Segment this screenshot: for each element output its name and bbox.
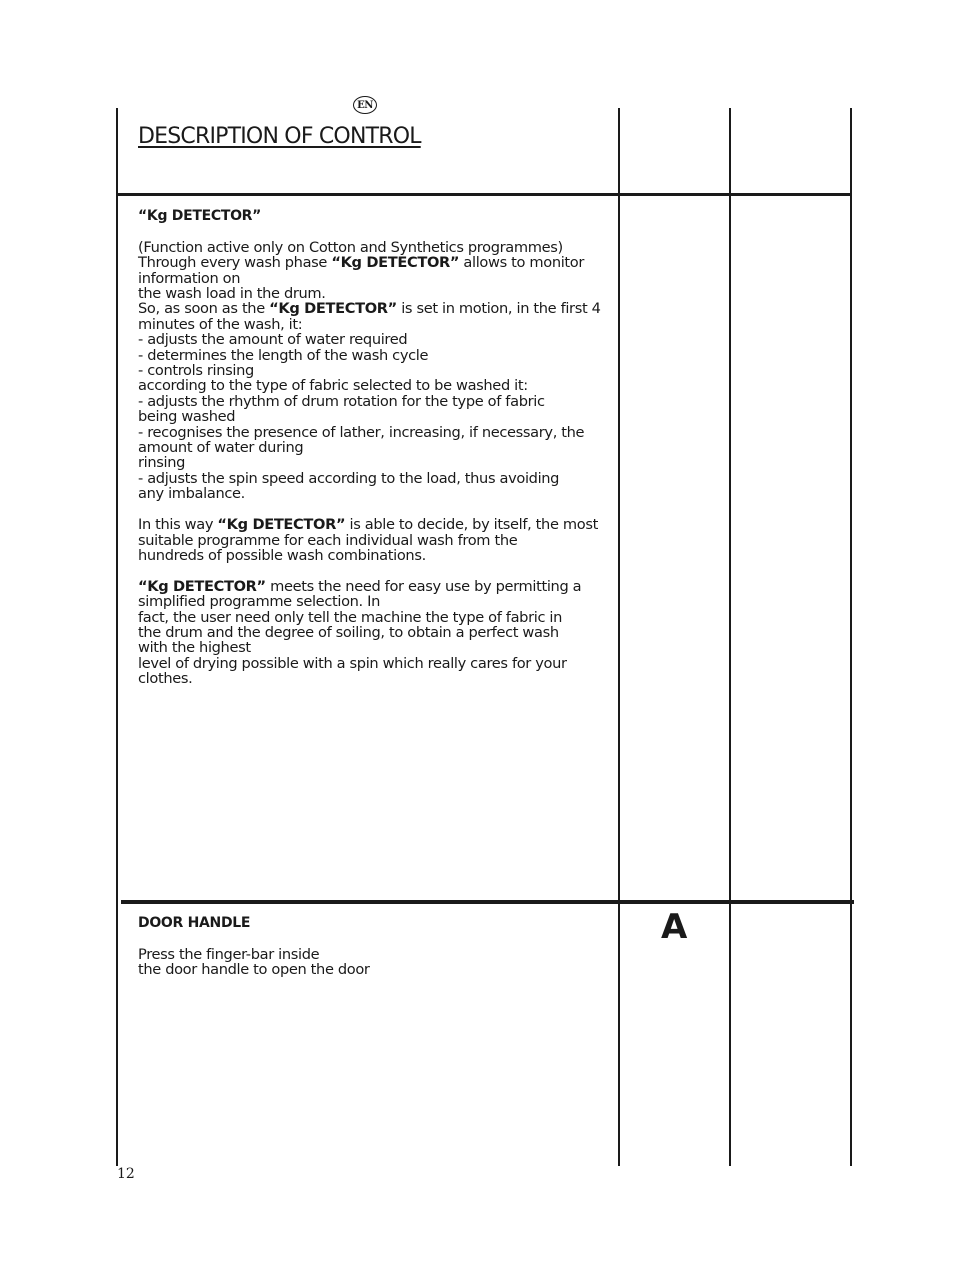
text-line: Through every wash phase “Kg DETECTOR” allows to monitor: [138, 254, 585, 272]
text-line: - adjusts the rhythm of drum rotation for the type of fabric: [138, 392, 545, 410]
text-line: “Kg DETECTOR” meets the need for easy use by permitting a: [138, 577, 582, 595]
column-divider-2: [729, 108, 731, 1166]
kg-detector-section: [138, 209, 608, 687]
text-line: fact, the user need only tell the machine the type of fabric in: [138, 608, 563, 626]
text-line: - adjusts the amount of water required: [138, 331, 408, 349]
text-line: being washed: [138, 408, 236, 426]
text-line: Press the finger-bar inside: [138, 945, 320, 963]
text-line: So, as soon as the “Kg DETECTOR” is set in motion, in the first 4: [138, 300, 601, 318]
text-line: simplified programme selection. In: [138, 593, 380, 611]
door-handle-reference-letter: A: [661, 907, 688, 947]
language-badge: EN: [353, 96, 377, 114]
text-line: - controls rinsing: [138, 362, 254, 380]
text-line: (Function active only on Cotton and Synthetics programmes): [138, 238, 563, 256]
page-title: DESCRIPTION OF CONTROL: [138, 124, 421, 149]
kg-detector-heading: “Kg DETECTOR”: [138, 208, 262, 224]
text-line: - adjusts the spin speed according to the load, thus avoiding: [138, 469, 560, 487]
text-line: the door handle to open the door: [138, 961, 370, 979]
text-line: any imbalance.: [138, 485, 245, 503]
text-line: amount of water during: [138, 439, 304, 457]
door-handle-heading: DOOR HANDLE: [138, 915, 251, 931]
text-line: level of drying possible with a spin which really cares for your: [138, 654, 567, 672]
text-line: the drum and the degree of soiling, to obtain a perfect wash: [138, 623, 559, 641]
page-number: 12: [117, 1166, 135, 1182]
text-line: clothes.: [138, 670, 193, 688]
text-line: hundreds of possible wash combinations.: [138, 546, 426, 564]
text-line: - determines the length of the wash cycle: [138, 346, 429, 364]
left-border: [116, 108, 118, 1166]
text-line: with the highest: [138, 639, 251, 657]
text-line: In this way “Kg DETECTOR” is able to decide, by itself, the most: [138, 516, 598, 534]
right-border: [850, 108, 852, 1166]
text-line: according to the type of fabric selected to be washed it:: [138, 377, 528, 395]
text-line: suitable programme for each individual wash from the: [138, 531, 518, 549]
door-handle-section: [138, 916, 608, 978]
kg-detector-term: “Kg DETECTOR”: [269, 300, 397, 318]
kg-detector-term: “Kg DETECTOR”: [331, 254, 460, 272]
column-divider-1: [618, 108, 620, 1166]
section-divider: [121, 900, 854, 904]
text-line: minutes of the wash, it:: [138, 315, 303, 333]
header-divider: [116, 193, 852, 196]
kg-detector-term: “Kg DETECTOR”: [138, 577, 266, 595]
text-line: rinsing: [138, 454, 186, 472]
kg-detector-term: “Kg DETECTOR”: [217, 516, 346, 534]
text-line: - recognises the presence of lather, increasing, if necessary, the: [138, 423, 585, 441]
text-line: the wash load in the drum.: [138, 285, 326, 303]
text-line: information on: [138, 269, 241, 287]
